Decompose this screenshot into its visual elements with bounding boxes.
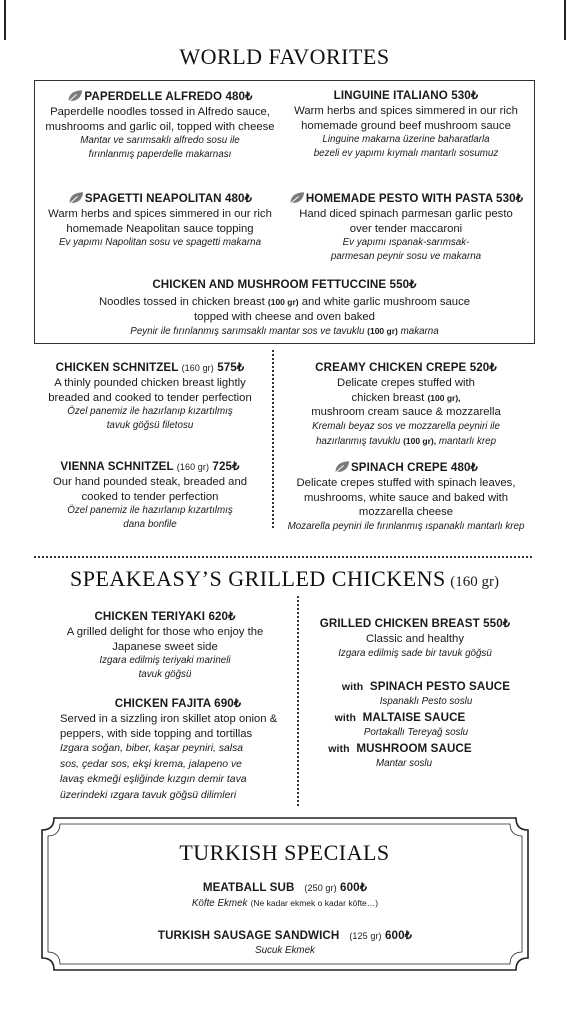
menu-item-teriyaki <box>40 610 290 682</box>
menu-item-grilled-breast <box>300 617 530 661</box>
item-price: 725₺ <box>209 460 240 473</box>
grilled-title-gram: (160 gr) <box>450 574 499 590</box>
item-price: 600₺ <box>384 929 413 942</box>
divider-horizontal <box>34 556 532 558</box>
item-name: LINGUINE ITALIANO 530₺ <box>333 89 479 102</box>
item-gram: (100 gr) <box>267 296 299 307</box>
item-desc: homemade Neapolitan sauce topping <box>66 222 254 235</box>
item-tr: parmesan peynir sosu ve makarna <box>330 251 482 263</box>
sauce-tr: Mantar soslu <box>375 757 433 769</box>
sauce-name: SPINACH PESTO SAUCE <box>369 680 511 693</box>
item-gram: (250 gr) <box>304 883 337 893</box>
sauce-tr: Portakallı Tereyağ soslu <box>363 726 469 738</box>
item-desc: and white garlic mushroom sauce <box>298 295 471 308</box>
item-desc: Warm herbs and spices simmered in our rich <box>48 207 272 220</box>
item-name: PAPERDELLE ALFREDO 480₺ <box>84 90 253 103</box>
sauce-with: with <box>328 743 350 755</box>
item-tr: bezeli ev yapımı kıymalı mantarlı sosumuz <box>313 148 499 160</box>
item-desc: mushrooms, white sauce and baked with <box>303 491 509 504</box>
item-desc: Paperdelle noodles tossed in Alfredo sauce, <box>50 105 270 118</box>
item-desc: topped with cheese and oven baked <box>194 310 375 323</box>
menu-item-spinach-crepe <box>276 460 536 534</box>
sauce-tr: Ispanaklı Pesto soslu <box>379 695 473 707</box>
turkish-specials-title: TURKISH SPECIALS <box>179 840 390 865</box>
menu-item-sausage-sandwich <box>60 929 510 958</box>
item-tr: üzerindeki ızgara tavuk göğsü dilimleri <box>60 789 237 801</box>
item-name: SPAGETTI NEAPOLITAN 480₺ <box>84 192 253 205</box>
item-desc: chicken breast <box>351 391 428 404</box>
sauce-option-mushroom <box>290 742 510 771</box>
item-desc: mozzarella cheese <box>358 506 454 519</box>
leaf-icon <box>289 191 305 205</box>
item-name: TURKISH SAUSAGE SANDWICH <box>157 929 340 942</box>
item-desc: mushrooms and garlic oil, topped with cheese <box>45 120 275 133</box>
item-tr: Özel panemiz ile hazırlanıp kızartılmış <box>67 505 233 517</box>
item-desc: over tender maccaroni <box>349 222 463 235</box>
item-tr: dana bonfile <box>123 519 177 531</box>
menu-item-chicken-schnitzel <box>30 361 270 433</box>
item-name: CHICKEN AND MUSHROOM FETTUCCINE 550₺ <box>152 278 417 291</box>
item-desc: peppers, with side topping and tortillas <box>60 727 253 740</box>
item-tr: tavuk göğsü filetosu <box>106 420 194 432</box>
item-tr: Özel panemiz ile hazırlanıp kızartılmış <box>67 406 233 418</box>
item-tr: Peynir ile fırınlanmış sarımsaklı mantar sos ve tavuklu <box>130 326 368 338</box>
item-name: CHICKEN SCHNITZEL <box>55 361 182 374</box>
item-name: MEATBALL SUB <box>202 881 295 894</box>
item-tr: hazırlanmış tavuklu <box>315 436 404 448</box>
item-gram: (100 gr), <box>403 436 437 447</box>
menu-item-fajita <box>60 697 296 803</box>
item-gram: (125 gr) <box>349 931 382 941</box>
item-tr: Mantar ve sarımsaklı alfredo sosu ile <box>80 135 240 147</box>
item-desc: Noodles tossed in chicken breast <box>98 295 268 308</box>
item-tr: Köfte Ekmek <box>191 897 248 909</box>
item-tr: Ev yapımı Napolitan sosu ve spagetti makarna <box>58 237 262 249</box>
sauce-name: MALTAISE SAUCE <box>362 711 466 724</box>
menu-item-meatball-sub <box>60 881 510 911</box>
item-name: VIENNA SCHNITZEL <box>60 460 177 473</box>
item-tr: Izgara soğan, biber, kaşar peyniri, salsa <box>60 743 244 755</box>
item-gram: (160 gr) <box>176 462 210 472</box>
item-desc: A thinly pounded chicken breast lightly <box>54 376 246 389</box>
item-desc: mushroom cream sauce & mozzarella <box>311 406 501 419</box>
item-desc: Delicate crepes stuffed with <box>337 376 475 389</box>
sauce-name: MUSHROOM SAUCE <box>356 742 472 755</box>
world-favorites-title: WORLD FAVORITES <box>179 44 390 69</box>
item-gram: (160 gr) <box>181 363 214 373</box>
item-tr: Kremalı beyaz sos ve mozzarella peyniri ile <box>312 421 500 433</box>
item-desc: breaded and cooked to tender perfection <box>48 391 252 404</box>
item-desc: Hand diced spinach parmesan garlic pesto <box>299 207 513 220</box>
item-gram: (100 gr), <box>427 392 461 403</box>
item-desc: Japanese sweet side <box>112 640 218 653</box>
item-tr: makarna <box>397 326 439 338</box>
item-tr: fırınlanmış paperdelle makarnası <box>88 149 232 161</box>
menu-item-vienna-schnitzel <box>30 460 270 532</box>
item-tr: lavaş ekmeği eşliğinde kızgın demir tava <box>60 774 247 786</box>
item-desc: homemade ground beef mushroom sauce <box>301 119 511 132</box>
item-price: 600₺ <box>340 881 368 894</box>
item-tr: Ev yapımı ıspanak-sarımsak- <box>342 237 470 249</box>
item-name: CHICKEN FAJITA 690₺ <box>114 697 242 710</box>
item-name: HOMEMADE PESTO WITH PASTA 530₺ <box>305 192 524 205</box>
sauce-option-spinach-pesto <box>316 680 536 709</box>
divider-vertical <box>297 596 299 806</box>
item-tr: Sucuk Ekmek <box>255 944 315 956</box>
item-desc: A grilled delight for those who enjoy the <box>66 625 264 638</box>
grilled-title-text: SPEAKEASY’S GRILLED CHICKENS <box>70 566 446 591</box>
menu-item-fettuccine <box>36 278 533 339</box>
top-frame <box>4 0 566 40</box>
grilled-chickens-title <box>0 566 569 592</box>
item-name: GRILLED CHICKEN BREAST 550₺ <box>319 617 511 630</box>
item-tr: Linguine makarna üzerine baharatlarla <box>322 134 490 146</box>
item-tr: Mozarella peyniri ile fırınlanmış ıspanaklı mantarlı krep <box>287 521 525 533</box>
item-tr: Izgara edilmiş sade bir tavuk göğsü <box>338 647 492 659</box>
menu-item-spagetti <box>36 191 284 250</box>
divider-vertical <box>272 350 274 528</box>
item-desc: Our hand pounded steak, breaded and <box>52 475 248 488</box>
leaf-icon <box>67 89 83 103</box>
item-note: (Ne kadar ekmek o kadar köfte…) <box>250 897 379 908</box>
item-tr: Izgara edilmiş teriyaki marineli <box>99 655 231 667</box>
item-name: SPINACH CREPE 480₺ <box>350 461 479 474</box>
item-desc: Served in a sizzling iron skillet atop onion & <box>60 712 278 725</box>
item-gram: (100 gr) <box>367 326 398 337</box>
menu-item-pesto <box>280 191 532 264</box>
item-tr: sos, çedar sos, ekşi krema, jalapeno ve <box>60 758 242 770</box>
item-tr: mantarlı krep <box>436 436 497 448</box>
leaf-icon <box>334 460 350 474</box>
item-desc: cooked to tender perfection <box>81 490 219 503</box>
menu-item-linguine <box>280 89 532 161</box>
leaf-icon <box>68 191 84 205</box>
sauce-option-maltaise <box>290 711 510 740</box>
item-name: CREAMY CHICKEN CREPE 520₺ <box>315 361 497 374</box>
item-name: CHICKEN TERIYAKI 620₺ <box>94 610 236 623</box>
menu-item-paperdelle <box>36 89 284 162</box>
item-desc: Delicate crepes stuffed with spinach leaves, <box>296 476 516 489</box>
item-price: 575₺ <box>213 361 245 374</box>
menu-item-creamy-crepe <box>276 361 536 449</box>
item-desc: Warm herbs and spices simmered in our rich <box>294 104 518 117</box>
sauce-with: with <box>341 681 364 693</box>
item-tr: tavuk göğsü <box>138 669 192 681</box>
item-desc: Classic and healthy <box>366 632 464 645</box>
sauce-with: with <box>334 712 356 724</box>
